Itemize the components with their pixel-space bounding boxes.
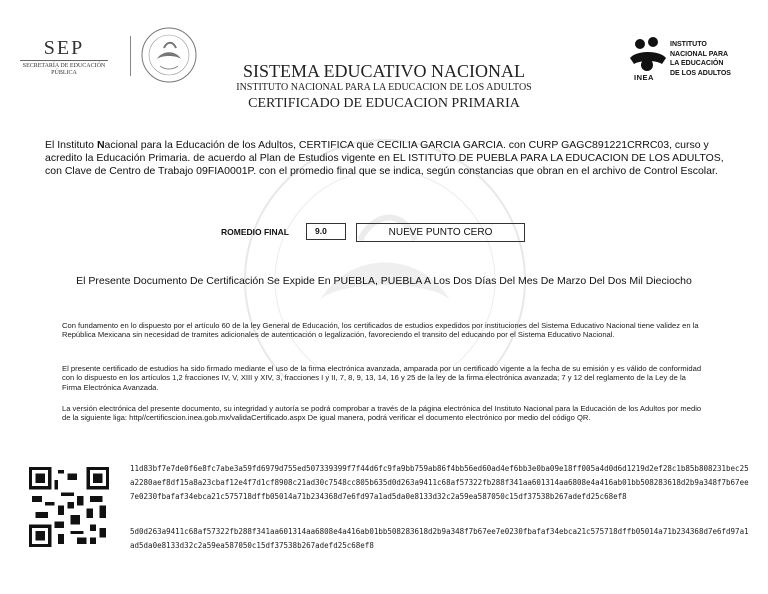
sep-logo: [14, 38, 114, 77]
certification-paragraph: El Instituto Nacional para la Educación de los Adultos, CERTIFICA que CECILIA GARCIA GARCIA. con CURP GAGC891221CRRC03, curso y acredito la Educación Primaria. de acuerdo al Plan de Estudios vigente en EL ISTITUTO DE PUEBLA PARA LA EDUCACION DE LOS ADULTOS, con Clave de Centro de Trabajo 09FIA0001P. con el promedio final que se indica, según constancias que obran en el archivo de Control Escolar.: [45, 139, 724, 178]
inea-logo-text: INSTITUTO NACIONAL PARA LA EDUCACIÓN DE LOS ADULTOS: [670, 41, 731, 77]
digital-seal-hash: 5d0d263a9411c68af57322fb288f341aa601314aa6808e4a416ab01bb508283618d2b9a348f7b67ee7e0230fbafaf34ebca21c575718dffb05014a71b234368d7e6fd97a1ad5da0e8133d32c2a59ea587050c15df37538b267adefd25c68ef8: [130, 527, 749, 550]
institute-subtitle: INSTITUTO NACIONAL PARA LA EDUCACION DE LOS ADULTOS: [236, 82, 532, 93]
legal-notice-verification: La versión electrónica del presente documento, su integridad y autoría se podrá comprobar a través de la página electrónica del Instituto Nacional para la Educación de los Adultos por medio de la siguiente liga: http//certificscion.inea.gob.mx/validaCertificado.aspx De igual manera, podrá verificar el documento electrónico por medio del código QR.: [62, 404, 702, 423]
sep-logo-subtitle: SECRETARÍA DE EDUCACIÓN PÚBLICA: [22, 63, 106, 76]
system-title: SISTEMA EDUCATIVO NACIONAL: [243, 61, 525, 81]
logo-divider: [130, 36, 131, 76]
document-title: CERTIFICADO DE EDUCACION PRIMARIA: [248, 96, 520, 111]
final-average-label: ROMEDIO FINAL: [221, 227, 289, 237]
inea-logo-word: INEA: [634, 73, 654, 82]
final-average-value: 9.0: [306, 223, 346, 240]
legal-notice-signature: El presente certificado de estudios ha sido firmado mediante el uso de la firma electrónica avanzada, amparada por un certificado vigente a la fecha de su emisión y es válido de conformidad con lo dispuesto en los artículos 1,2 fracciones IV, V, XIII y XIV, 3, fracciones I y II, 7, 8, 9, 13, 14, 16 y 25 de la ley de la firma electrónica avanzada; 7 y 12 del reglamento de la Ley de la Firma Electrónica Avanzada.: [62, 364, 702, 392]
final-average-words: NUEVE PUNTO CERO: [356, 223, 525, 242]
digital-signature-hash: 11d83bf7e7de0f6e8fc7abe3a59fd6979d755ed507339399f7f44d6fc9fa9bb759ab86f4bb56ed60ad4ef6bb3e0ba09e18ff005a4d0d6d1219d2ef28c1b85b808231bec25a2280aef8df15a8a23cbaf12e4f7d1cf8908c21ad30c7548cc805b635d0d263a9411c68af57322fb288f341aa601314aa6808e4a416ab01bb508283618d2b9a348f7b67ee7e0230fbafaf34ebca21c575718dffb05014a71b234368d7e6fd97a1ad5da0e8133d32c2a59ea587050c15df37538b267adefd25c68ef8: [130, 464, 749, 501]
qr-code-icon: [29, 467, 109, 547]
issue-statement: El Presente Documento De Certificación Se Expide En PUEBLA, PUEBLA A Los Dos Días Del Mes De Marzo Del Dos Mil Dieciocho: [76, 275, 692, 287]
mexican-seal-icon: [140, 26, 198, 84]
legal-notice-validity: Con fundamento en lo dispuesto por el artículo 60 de la ley General de Educación, los certificados de estudios expedidos por instituciones del Sistema Educativo Nacional tiene validez en la República Mexicana sin necesidad de tramites adicionales de autenticación o legalización, favoreciendo el transito del educando por el Sistema Educativo Nacional.: [62, 321, 699, 340]
sep-logo-text: SEP: [43, 37, 85, 59]
